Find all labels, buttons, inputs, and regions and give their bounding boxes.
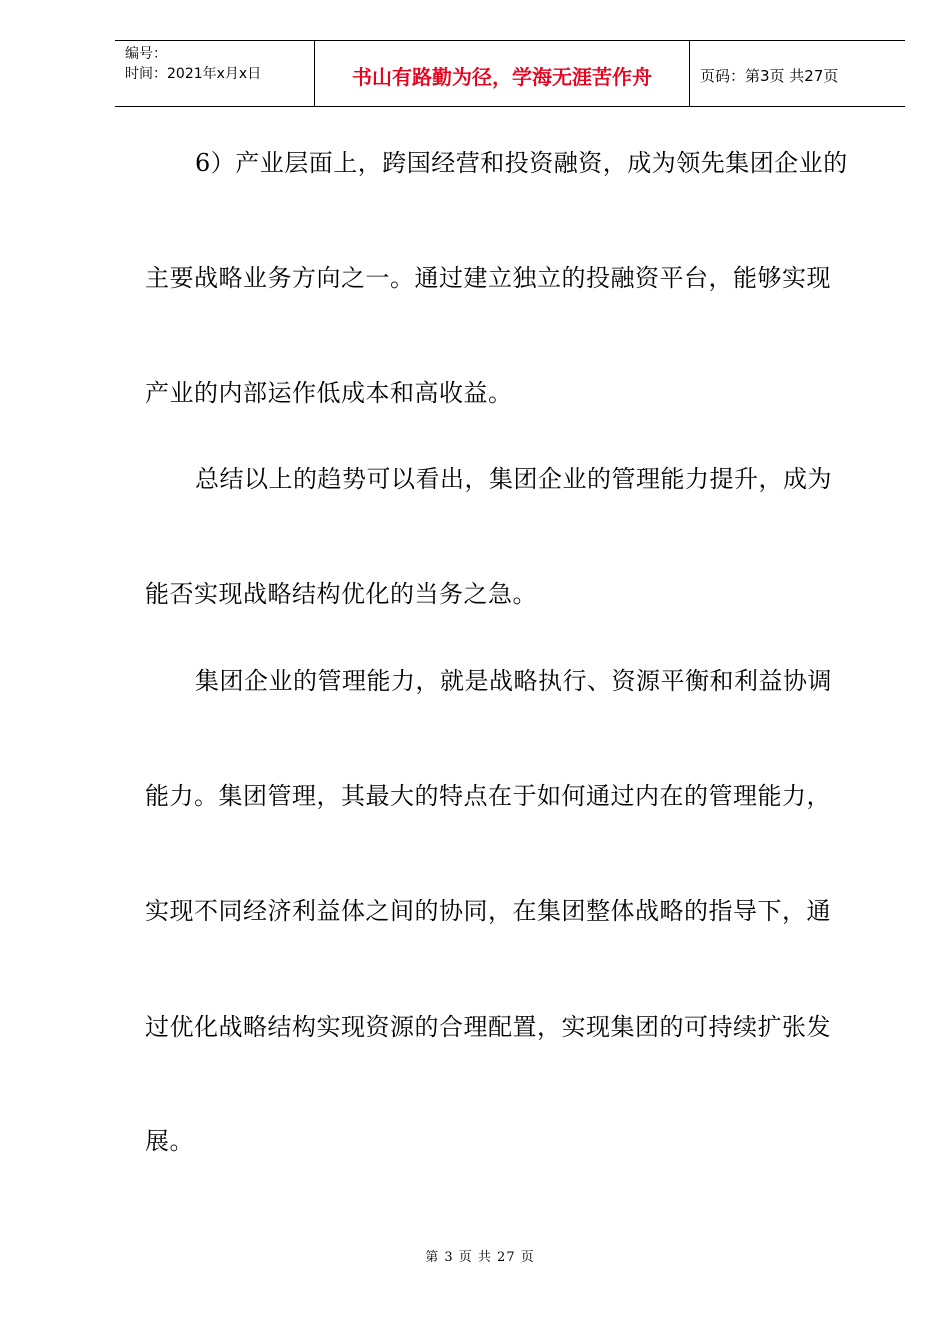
page-header [115, 40, 905, 107]
body-line-4: 总结以上的趋势可以看出，集团企业的管理能力提升，成为 [195, 465, 832, 493]
body-line-1: 6）产业层面上，跨国经营和投资融资，成为领先集团企业的 [195, 149, 848, 177]
header-page-info: 页码：第3页 共27页 [700, 67, 839, 85]
page-footer: 第 3 页 共 27 页 [425, 1250, 535, 1265]
body-line-2: 主要战略业务方向之一。通过建立独立的投融资平台，能够实现 [145, 264, 831, 292]
body-line-10: 展。 [145, 1127, 194, 1155]
body-line-9: 过优化战略结构实现资源的合理配置，实现集团的可持续扩张发 [145, 1013, 831, 1041]
body-line-3: 产业的内部运作低成本和高收益。 [145, 379, 513, 407]
code-label: 编号： [125, 46, 167, 62]
header-motto: 书山有路勤为径，学海无涯苦作舟 [315, 41, 690, 106]
body-line-6: 集团企业的管理能力，就是战略执行、资源平衡和利益协调 [195, 667, 832, 695]
body-line-7: 能力。集团管理，其最大的特点在于如何通过内在的管理能力， [145, 782, 831, 810]
header-meta [115, 41, 315, 106]
body-line-8: 实现不同经济利益体之间的协同，在集团整体战略的指导下，通 [145, 897, 831, 925]
body-line-5: 能否实现战略结构优化的当务之急。 [145, 580, 537, 608]
time-label: 时间：2021年x月x日 [125, 66, 262, 82]
